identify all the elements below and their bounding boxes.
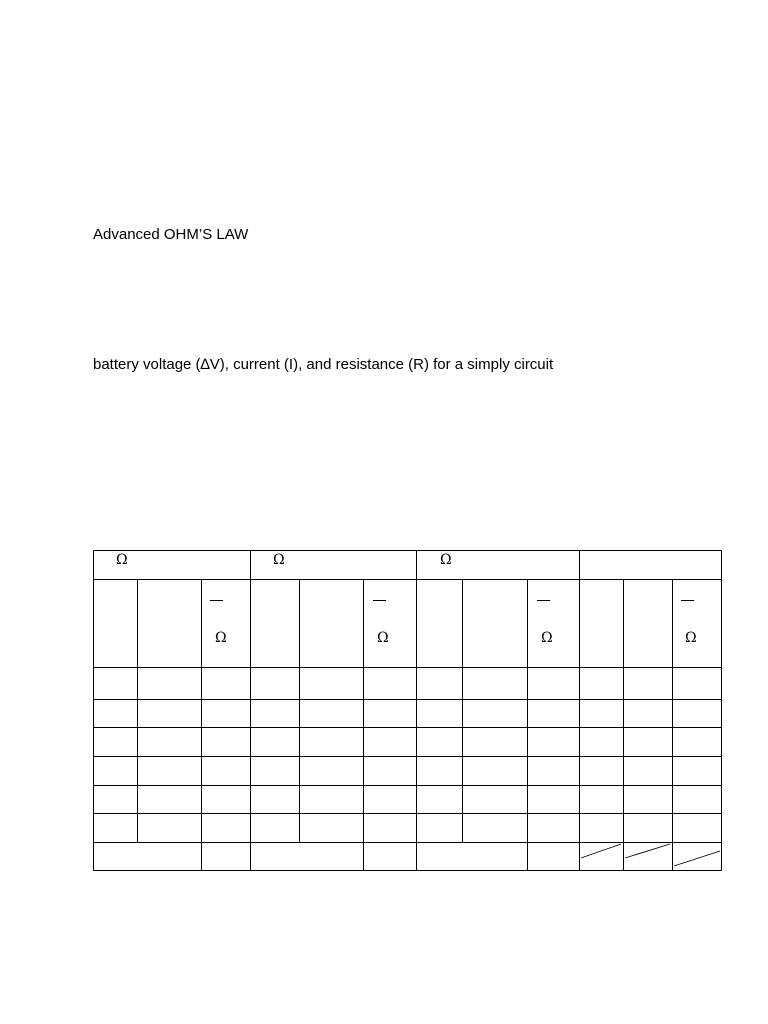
fraction-bar-4 — [681, 600, 694, 601]
fraction-bar-1 — [210, 600, 223, 601]
description-line: battery voltage (∆V), current (I), and resistance (R) for a simply circuit — [93, 356, 554, 373]
omega-symbol-header-1: Ω — [116, 552, 128, 568]
fraction-bar-3 — [537, 600, 550, 601]
omega-symbol-subheader-3: Ω — [541, 630, 553, 646]
fraction-bar-2 — [373, 600, 386, 601]
omega-symbol-subheader-2: Ω — [377, 630, 389, 646]
omega-symbol-header-2: Ω — [273, 552, 285, 568]
omega-symbol-header-3: Ω — [440, 552, 452, 568]
document-title: Advanced OHM’S LAW — [93, 226, 249, 243]
omega-symbol-subheader-1: Ω — [215, 630, 227, 646]
omega-symbol-subheader-4: Ω — [685, 630, 697, 646]
